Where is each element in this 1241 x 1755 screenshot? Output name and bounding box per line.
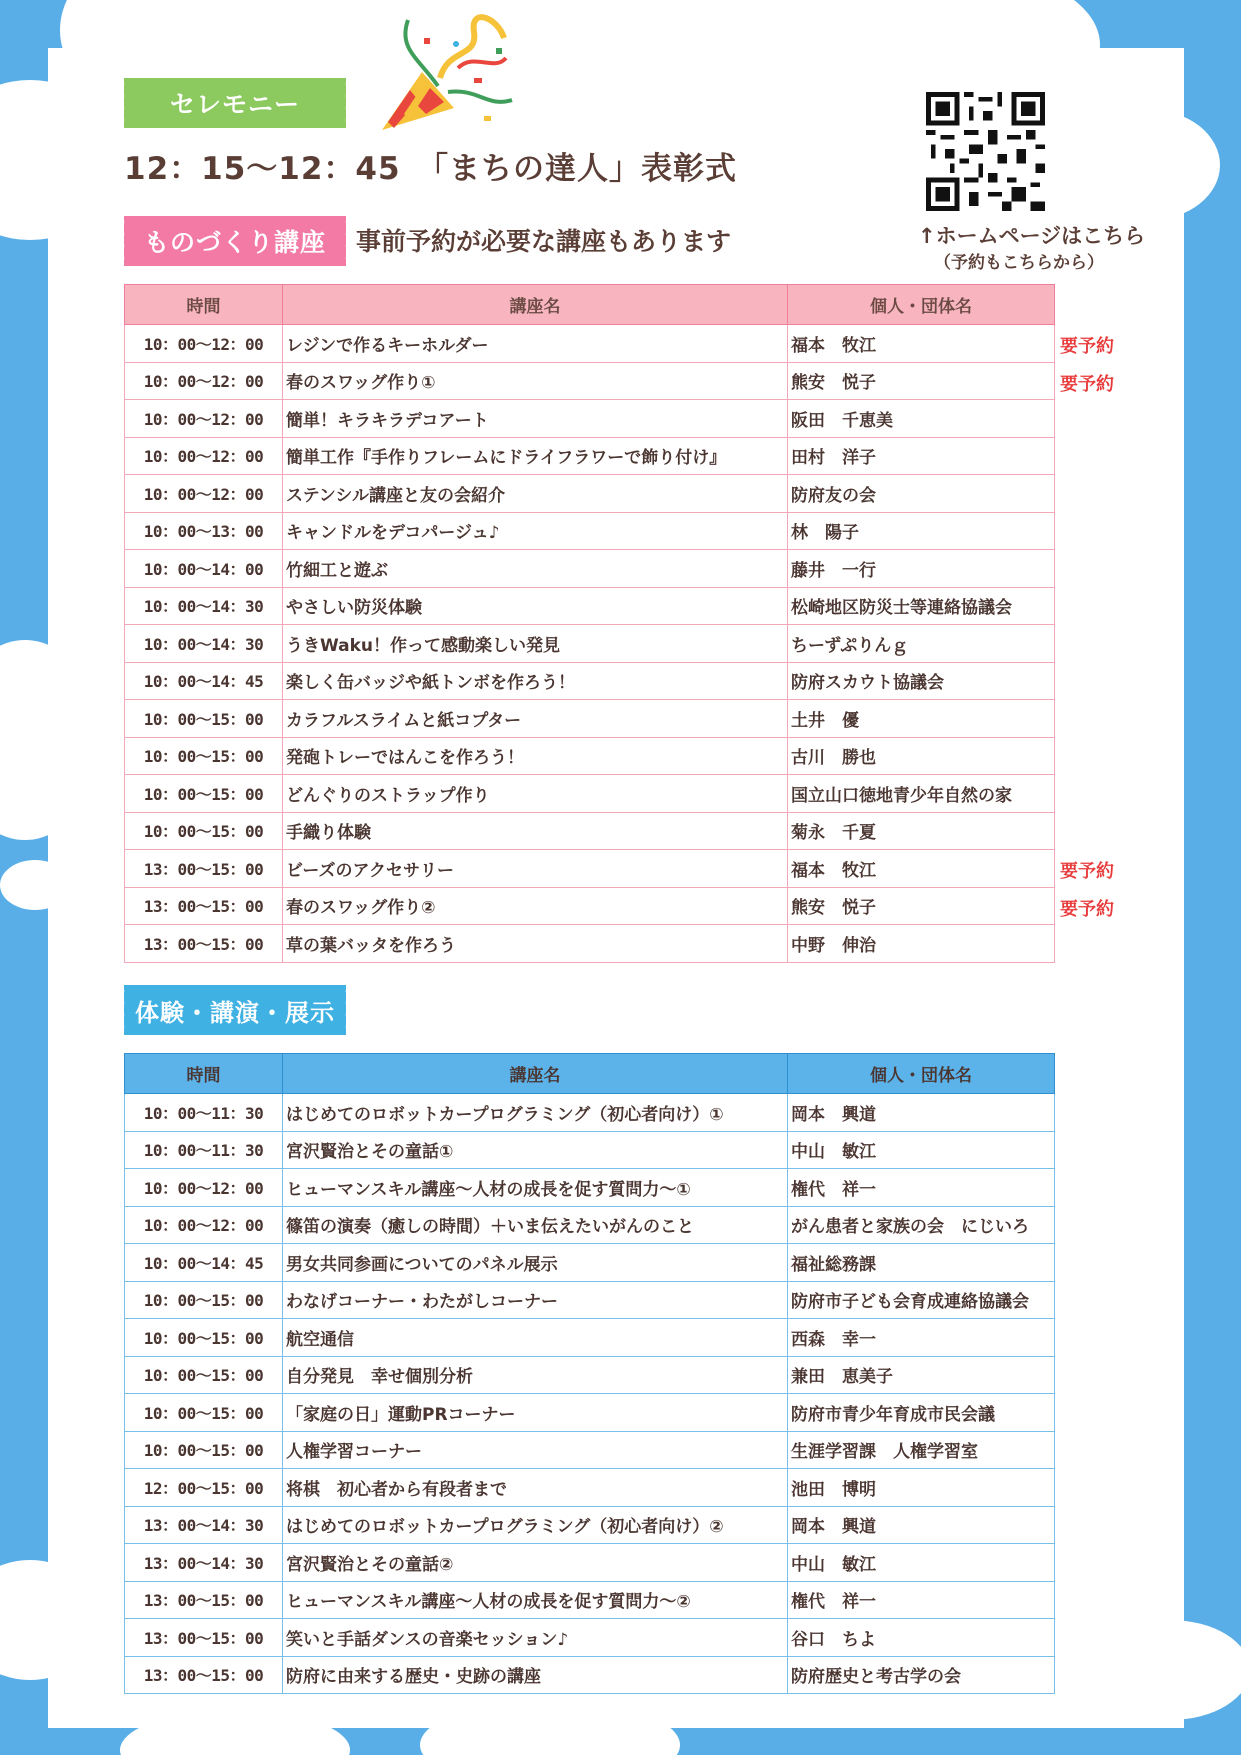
row-course-name: カラフルスライムと紙コプター <box>283 700 788 738</box>
row-organizer: 古川 勝也 <box>788 737 1055 775</box>
row-organizer: 田村 洋子 <box>788 437 1055 475</box>
row-course-name: 発砲トレーではんこを作ろう！ <box>283 737 788 775</box>
ceremony-badge: セレモニー <box>124 78 346 128</box>
row-time: 13：00〜15：00 <box>125 1656 283 1694</box>
row-course-name: 春のスワッグ作り① <box>283 362 788 400</box>
row-organizer: 防府友の会 <box>788 475 1055 513</box>
row-time: 13：00〜15：00 <box>125 925 283 963</box>
row-time: 10：00〜14：30 <box>125 587 283 625</box>
row-time: 10：00〜15：00 <box>125 775 283 813</box>
row-organizer: 菊永 千夏 <box>788 812 1055 850</box>
header-time: 時間 <box>125 1054 283 1094</box>
table-row <box>125 1281 1055 1319</box>
table-row <box>125 1356 1055 1394</box>
row-course-name: 楽しく缶バッジや紙トンボを作ろう！ <box>283 662 788 700</box>
row-course-name: 篠笛の演奏（癒しの時間）＋いま伝えたいがんのこと <box>283 1206 788 1244</box>
row-time: 13：00〜15：00 <box>125 1581 283 1619</box>
row-organizer: 谷口 ちよ <box>788 1619 1055 1657</box>
row-course-name: 航空通信 <box>283 1319 788 1357</box>
table-row <box>125 925 1055 963</box>
row-organizer: 国立山口徳地青少年自然の家 <box>788 775 1055 813</box>
row-organizer: 福本 牧江 <box>788 325 1055 363</box>
table-header-row <box>125 1054 1055 1094</box>
table-row <box>125 625 1055 663</box>
row-time: 10：00〜15：00 <box>125 1319 283 1357</box>
workshops-table <box>124 284 1055 963</box>
row-course-name: 人権学習コーナー <box>283 1431 788 1469</box>
row-organizer: 生涯学習課 人権学習室 <box>788 1431 1055 1469</box>
row-course-name: ステンシル講座と友の会紹介 <box>283 475 788 513</box>
row-time: 10：00〜12：00 <box>125 400 283 438</box>
workshops-badge: ものづくり講座 <box>124 216 346 266</box>
reservation-required-label: 要予約 <box>1060 373 1114 395</box>
row-course-name: はじめてのロボットカープログラミング（初心者向け）② <box>283 1506 788 1544</box>
table-header-row <box>125 285 1055 325</box>
qr-caption: ↑ホームページはこちら <box>918 224 1146 248</box>
table-row <box>125 1431 1055 1469</box>
row-course-name: ビーズのアクセサリー <box>283 850 788 888</box>
row-time: 10：00〜14：45 <box>125 1244 283 1282</box>
row-organizer: 熊安 悦子 <box>788 887 1055 925</box>
row-organizer: がん患者と家族の会 にじいろ <box>788 1206 1055 1244</box>
row-time: 10：00〜14：00 <box>125 550 283 588</box>
row-time: 10：00〜15：00 <box>125 1281 283 1319</box>
ceremony-event: 12：15〜12：45 「まちの達人」表彰式 <box>124 151 738 187</box>
row-time: 10：00〜11：30 <box>125 1131 283 1169</box>
row-organizer: 岡本 興道 <box>788 1094 1055 1132</box>
row-time: 13：00〜15：00 <box>125 1619 283 1657</box>
header-course: 講座名 <box>283 285 788 325</box>
row-organizer: 松崎地区防災士等連絡協議会 <box>788 587 1055 625</box>
row-time: 10：00〜12：00 <box>125 1206 283 1244</box>
row-time: 10：00〜15：00 <box>125 1394 283 1432</box>
row-course-name: 簡単工作『手作りフレームにドライフラワーで飾り付け』 <box>283 437 788 475</box>
table-row <box>125 1469 1055 1507</box>
row-course-name: 「家庭の日」運動PRコーナー <box>283 1394 788 1432</box>
row-time: 10：00〜12：00 <box>125 362 283 400</box>
table-row <box>125 550 1055 588</box>
table-row <box>125 887 1055 925</box>
row-course-name: わなげコーナー・わたがしコーナー <box>283 1281 788 1319</box>
table-row <box>125 437 1055 475</box>
row-time: 13：00〜14：30 <box>125 1544 283 1582</box>
row-organizer: 林 陽子 <box>788 512 1055 550</box>
row-time: 10：00〜12：00 <box>125 475 283 513</box>
experience-badge: 体験・講演・展示 <box>124 985 346 1035</box>
row-course-name: どんぐりのストラップ作り <box>283 775 788 813</box>
row-organizer: 阪田 千恵美 <box>788 400 1055 438</box>
row-course-name: 竹細工と遊ぶ <box>283 550 788 588</box>
table-row <box>125 512 1055 550</box>
row-course-name: 自分発見 幸せ個別分析 <box>283 1356 788 1394</box>
experience-table <box>124 1053 1055 1694</box>
row-organizer: 藤井 一行 <box>788 550 1055 588</box>
table-row <box>125 1394 1055 1432</box>
reservation-required-label: 要予約 <box>1060 336 1114 357</box>
row-time: 10：00〜15：00 <box>125 1431 283 1469</box>
table-row <box>125 850 1055 888</box>
row-organizer: 防府スカウト協議会 <box>788 662 1055 700</box>
table-row <box>125 1169 1055 1207</box>
row-time: 10：00〜15：00 <box>125 1356 283 1394</box>
row-time: 13：00〜14：30 <box>125 1506 283 1544</box>
table-row <box>125 1319 1055 1357</box>
row-course-name: 草の葉バッタを作ろう <box>283 925 788 963</box>
row-organizer: 中野 伸治 <box>788 925 1055 963</box>
row-time: 10：00〜15：00 <box>125 812 283 850</box>
table-row <box>125 1581 1055 1619</box>
row-time: 13：00〜15：00 <box>125 850 283 888</box>
row-course-name: やさしい防災体験 <box>283 587 788 625</box>
row-course-name: 男女共同参画についてのパネル展示 <box>283 1244 788 1282</box>
row-time: 10：00〜14：30 <box>125 625 283 663</box>
row-time: 10：00〜14：45 <box>125 662 283 700</box>
party-popper-icon <box>378 8 518 136</box>
table-row <box>125 1656 1055 1694</box>
table-row <box>125 662 1055 700</box>
row-organizer: 兼田 恵美子 <box>788 1356 1055 1394</box>
row-time: 12：00〜15：00 <box>125 1469 283 1507</box>
row-organizer: 権代 祥一 <box>788 1169 1055 1207</box>
qr-subcaption: （予約もこちらから） <box>934 253 1104 273</box>
row-organizer: 防府市子ども会育成連絡協議会 <box>788 1281 1055 1319</box>
row-course-name: ヒューマンスキル講座〜人材の成長を促す質問力〜① <box>283 1169 788 1207</box>
row-organizer: 権代 祥一 <box>788 1581 1055 1619</box>
row-course-name: 宮沢賢治とその童話② <box>283 1544 788 1582</box>
row-organizer: 岡本 興道 <box>788 1506 1055 1544</box>
cloud-decoration <box>0 860 70 910</box>
row-course-name: 防府に由来する歴史・史跡の講座 <box>283 1656 788 1694</box>
row-organizer: 熊安 悦子 <box>788 362 1055 400</box>
table-row <box>125 700 1055 738</box>
row-time: 10：00〜15：00 <box>125 700 283 738</box>
table-row <box>125 812 1055 850</box>
row-course-name: レジンで作るキーホルダー <box>283 325 788 363</box>
row-organizer: 防府歴史と考古学の会 <box>788 1656 1055 1694</box>
cloud-decoration <box>1090 1620 1241 1720</box>
table-row <box>125 1544 1055 1582</box>
row-organizer: 防府市青少年育成市民会議 <box>788 1394 1055 1432</box>
table-row <box>125 775 1055 813</box>
row-organizer: 福祉総務課 <box>788 1244 1055 1282</box>
header-organizer: 個人・団体名 <box>788 1054 1055 1094</box>
row-course-name: 笑いと手話ダンスの音楽セッション♪ <box>283 1619 788 1657</box>
table-row <box>125 1244 1055 1282</box>
row-organizer: 土井 優 <box>788 700 1055 738</box>
table-row <box>125 325 1055 363</box>
row-course-name: うきWaku！作って感動楽しい発見 <box>283 625 788 663</box>
table-row <box>125 1094 1055 1132</box>
row-time: 13：00〜15：00 <box>125 887 283 925</box>
qr-code-icon[interactable] <box>926 92 1045 211</box>
row-course-name: 春のスワッグ作り② <box>283 887 788 925</box>
row-course-name: キャンドルをデコパージュ♪ <box>283 512 788 550</box>
row-organizer: 西森 幸一 <box>788 1319 1055 1357</box>
header-organizer: 個人・団体名 <box>788 285 1055 325</box>
row-time: 10：00〜12：00 <box>125 437 283 475</box>
row-organizer: 福本 牧江 <box>788 850 1055 888</box>
row-organizer: 中山 敏江 <box>788 1131 1055 1169</box>
row-course-name: 宮沢賢治とその童話① <box>283 1131 788 1169</box>
table-row <box>125 400 1055 438</box>
header-course: 講座名 <box>283 1054 788 1094</box>
table-row <box>125 362 1055 400</box>
table-row <box>125 1506 1055 1544</box>
row-course-name: 手織り体験 <box>283 812 788 850</box>
reservation-required-label: 要予約 <box>1060 861 1114 882</box>
row-course-name: はじめてのロボットカープログラミング（初心者向け）① <box>283 1094 788 1132</box>
row-course-name: 簡単！キラキラデコアート <box>283 400 788 438</box>
prebook-note: 事前予約が必要な講座もあります <box>356 227 732 256</box>
table-row <box>125 587 1055 625</box>
table-row <box>125 737 1055 775</box>
cloud-decoration <box>1080 110 1220 220</box>
table-row <box>125 475 1055 513</box>
reservation-required-label: 要予約 <box>1060 898 1114 920</box>
row-time: 10：00〜13：00 <box>125 512 283 550</box>
row-course-name: 将棋 初心者から有段者まで <box>283 1469 788 1507</box>
table-row <box>125 1206 1055 1244</box>
row-time: 10：00〜11：30 <box>125 1094 283 1132</box>
row-organizer: ちーずぷりんｇ <box>788 625 1055 663</box>
row-course-name: ヒューマンスキル講座〜人材の成長を促す質問力〜② <box>283 1581 788 1619</box>
row-time: 10：00〜15：00 <box>125 737 283 775</box>
row-time: 10：00〜12：00 <box>125 1169 283 1207</box>
row-time: 10：00〜12：00 <box>125 325 283 363</box>
header-time: 時間 <box>125 285 283 325</box>
row-organizer: 池田 博明 <box>788 1469 1055 1507</box>
table-row <box>125 1131 1055 1169</box>
table-row <box>125 1619 1055 1657</box>
row-organizer: 中山 敏江 <box>788 1544 1055 1582</box>
